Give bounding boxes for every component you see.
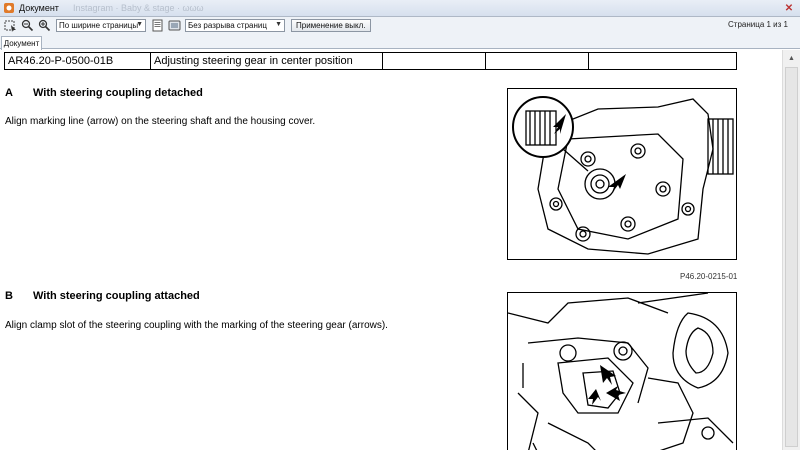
page-mode-select[interactable] [185,19,285,32]
select-tool-icon[interactable] [3,19,17,33]
app-icon [3,2,15,14]
section-a-title: With steering coupling detached [33,87,203,99]
steering-gear-illustration [508,89,737,260]
figure-steering-gear-detached [507,88,737,260]
scrollbar-thumb[interactable] [785,67,798,447]
tab-strip [0,34,800,49]
chevron-down-icon: ▼ [136,21,143,28]
header-empty-cell [486,53,589,70]
section-b-title: With steering coupling attached [33,290,200,302]
window-ghost-title: Instagram · Baby & stage · ωωω [72,3,204,13]
document-header-table [4,52,737,70]
figure-steering-gear-attached [507,292,737,450]
section-b-text: Align clamp slot of the steering coupling with the marking of the steering gear (arrows). [5,320,388,331]
tab-document[interactable]: Документ [1,36,42,50]
document-code: AR46.20-P-0500-01B [5,53,151,70]
toolbar [0,17,800,34]
chevron-down-icon: ▼ [275,21,282,28]
document-view [0,50,782,450]
header-empty-cell [383,53,486,70]
section-a-text: Align marking line (arrow) on the steering shaft and the housing cover. [5,116,316,127]
steering-coupling-illustration [508,293,737,450]
header-empty-cell [589,53,737,70]
window-title: Документ [19,3,59,13]
zoom-out-icon[interactable] [20,19,34,33]
section-a-letter: A [5,87,13,99]
title-bar [0,0,800,17]
close-button[interactable]: ✕ [784,2,794,14]
section-b-letter: B [5,290,13,302]
zoom-select-value: По ширине страницы [59,21,139,30]
vertical-scrollbar[interactable] [782,50,800,450]
zoom-select[interactable] [56,19,146,32]
figure-a-caption: P46.20-0215-01 [680,272,738,281]
page-mode-select-value: Без разрыва страниц [188,21,267,30]
zoom-in-icon[interactable] [37,19,51,33]
scroll-up-icon[interactable]: ▲ [788,54,795,62]
page-indicator: Страница 1 из 1 [728,20,788,29]
page-view-icon[interactable] [150,19,164,33]
document-title: Adjusting steering gear in center position [151,53,383,70]
page-setup-icon[interactable] [167,19,181,33]
apply-button[interactable]: Применение выкл. [291,19,371,32]
